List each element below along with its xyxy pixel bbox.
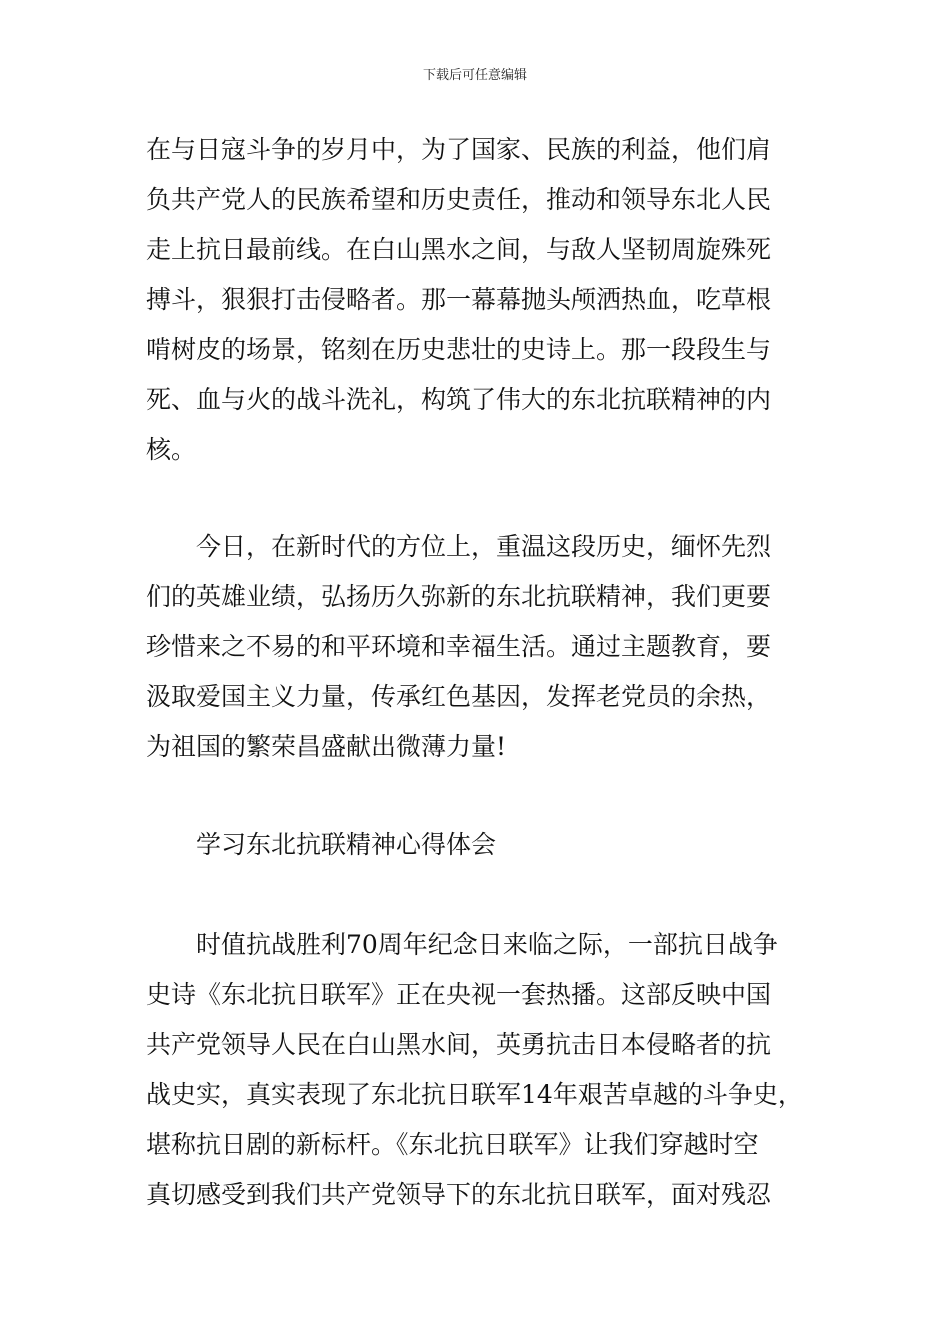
paragraph-line: 真切感受到我们共产党领导下的东北抗日联军，面对残忍: [146, 1180, 772, 1209]
paragraph-line: 死、血与火的战斗洗礼，构筑了伟大的东北抗联精神的内: [146, 385, 772, 414]
paragraph-line: 走上抗日最前线。在白山黑水之间，与敌人坚韧周旋殊死: [146, 235, 772, 264]
section-title: 学习东北抗联精神心得体会: [196, 830, 497, 859]
paragraph-line: 汲取爱国主义力量，传承红色基因，发挥老党员的余热，: [146, 682, 772, 711]
paragraph-line: 今日，在新时代的方位上，重温这段历史，缅怀先烈: [196, 532, 772, 561]
paragraph-line: 为祖国的繁荣昌盛献出微薄力量!: [146, 732, 507, 761]
paragraph-line: 堪称抗日剧的新标杆。《东北抗日联军》让我们穿越时空: [146, 1130, 759, 1159]
paragraph-line: 搏斗，狠狠打击侵略者。那一幕幕抛头颅洒热血，吃草根: [146, 285, 772, 314]
paragraph-line: 共产党领导人民在白山黑水间，英勇抗击日本侵略者的抗: [146, 1030, 772, 1059]
paragraph-line: 时值抗战胜利70周年纪念日来临之际，一部抗日战争: [196, 930, 778, 959]
paragraph-line: 在与日寇斗争的岁月中，为了国家、民族的利益，他们肩: [146, 135, 772, 164]
paragraph-line: 史诗《东北抗日联军》正在央视一套热播。这部反映中国: [146, 980, 772, 1009]
paragraph-line: 们的英雄业绩，弘扬历久弥新的东北抗联精神，我们更要: [146, 582, 772, 611]
paragraph-line: 核。: [146, 435, 197, 464]
paragraph-line: 战史实，真实表现了东北抗日联军14年艰苦卓越的斗争史，: [146, 1080, 803, 1109]
paragraph-line: 珍惜来之不易的和平环境和幸福生活。通过主题教育，要: [146, 632, 772, 661]
page-header: 下载后可任意编辑: [422, 68, 527, 83]
paragraph-line: 负共产党人的民族希望和历史责任，推动和领导东北人民: [146, 185, 772, 214]
paragraph-line: 啃树皮的场景，铭刻在历史悲壮的史诗上。那一段段生与: [146, 335, 772, 364]
